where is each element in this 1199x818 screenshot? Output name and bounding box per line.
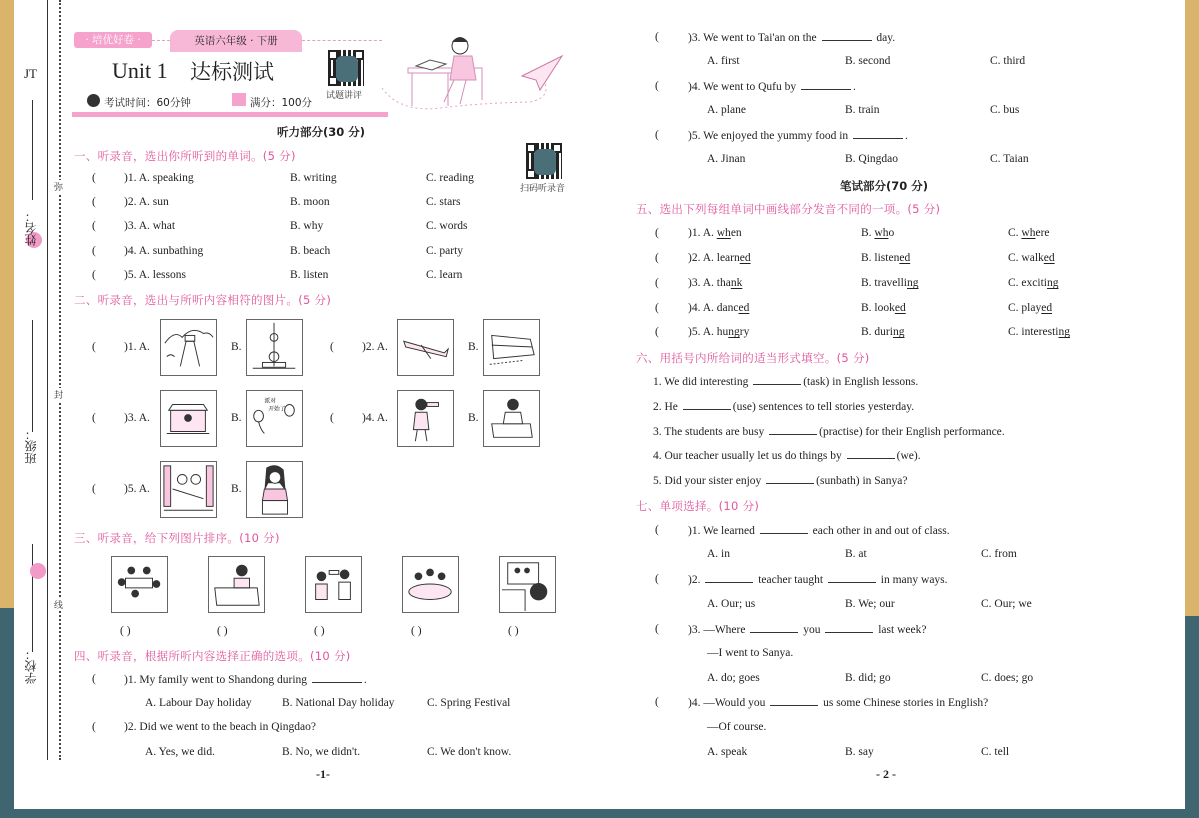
option-a-label: )3. A. [124, 412, 150, 424]
watching-tv-picture [499, 556, 556, 613]
party-picture [246, 390, 303, 447]
order-blank: ( ) [411, 625, 422, 637]
section-3-title: 三、听录音，给下列图片排序。(10 分) [74, 531, 280, 545]
background-teal-right [1184, 616, 1199, 818]
answer-bracket: ( [92, 245, 96, 257]
option-b: B. who [861, 227, 895, 239]
option-b: B. travelling [861, 277, 919, 289]
option-a: )3. A. what [124, 220, 176, 232]
answer-bracket: ( [655, 80, 659, 92]
option-b: B. listen [290, 269, 329, 281]
fill-blank-question: 2. He (use) sentences to tell stories yesterday. [653, 401, 915, 413]
question-text: )3. We went to Tai'an on the day. [688, 32, 896, 44]
option-b: B. second [845, 55, 891, 67]
unit-title: Unit 1 [112, 58, 168, 83]
answer-bracket: ( [330, 341, 334, 353]
option-a: )5. A. hungry [688, 326, 750, 338]
option-c: C. Taian [990, 153, 1029, 165]
girl-picture [397, 390, 454, 447]
option-b: B. did; go [845, 672, 891, 684]
answer-bracket: ( [655, 227, 659, 239]
order-blank: ( ) [120, 625, 131, 637]
answer-bracket: ( [655, 623, 659, 635]
answer-bracket: ( [92, 196, 96, 208]
svg-text:开始了: 开始了 [268, 406, 286, 413]
option-c: C. We don't know. [427, 746, 512, 758]
option-a-label: )2. A. [362, 341, 388, 353]
header-band [72, 112, 388, 117]
option-b: B. beach [290, 245, 331, 257]
school-label: 学校： [24, 648, 38, 684]
binding-solid-line [47, 0, 48, 760]
option-a: )1. A. speaking [124, 172, 194, 184]
section-7-title: 七、单项选择。(10 分) [636, 499, 760, 513]
question-text: )2. Did we went to the beach in Qingdao? [124, 721, 316, 733]
question-text: )1. We learned each other in and out of class. [688, 525, 950, 537]
answer-bracket: ( [92, 412, 96, 424]
answer-bracket: ( [655, 252, 659, 264]
question-text: )2. teacher taught in many ways. [688, 574, 948, 586]
option-b: B. Qingdao [845, 153, 899, 165]
option-b: B. No, we didn't. [282, 746, 361, 758]
option-b-label: B. [468, 341, 479, 353]
option-b: B. We; our [845, 598, 895, 610]
answer-bracket: ( [655, 524, 659, 536]
question-text: )4. —Would you us some Chinese stories in English? [688, 697, 989, 709]
order-blank: ( ) [217, 625, 228, 637]
option-c: C. third [990, 55, 1026, 67]
answer-bracket: ( [92, 721, 96, 733]
answer-bracket: ( [92, 172, 96, 184]
question-text: )3. —Where you last week? [688, 624, 927, 636]
option-a: )4. A. sunbathing [124, 245, 204, 257]
option-c: C. from [981, 548, 1017, 560]
option-a: A. in [707, 548, 730, 560]
option-c: C. stars [426, 196, 461, 208]
question-text: )1. My family went to Shandong during . [124, 674, 367, 686]
option-c: C. interesting [1008, 326, 1070, 338]
answer-bracket: ( [92, 269, 96, 281]
option-c: C. where [1008, 227, 1050, 239]
answer-bracket: ( [92, 220, 96, 232]
option-a: A. speak [707, 746, 748, 758]
option-b: B. at [845, 548, 867, 560]
girl-waving-picture [246, 461, 303, 518]
family-dinner-picture [402, 556, 459, 613]
fill-blank-question: 4. Our teacher usually let us do things by (we). [653, 450, 921, 462]
check-icon [232, 93, 246, 106]
option-a-label: )4. A. [362, 412, 388, 424]
option-a: )2. A. sun [124, 196, 169, 208]
qr-code-review[interactable] [328, 50, 364, 86]
cut-mark: 封 [54, 388, 63, 401]
background-teal-bottom [0, 808, 1199, 818]
option-b: B. National Day holiday [282, 697, 395, 709]
option-a: A. Yes, we did. [145, 746, 215, 758]
dialogue-reply: —Of course. [707, 721, 767, 733]
qr-code-audio[interactable] [526, 143, 562, 179]
answer-bracket: ( [92, 483, 96, 495]
answer-bracket: ( [655, 277, 659, 289]
test-title: 达标测试 [190, 60, 274, 84]
option-c: C. learn [426, 269, 463, 281]
section-4-title: 四、听录音，根据所听内容选择正确的选项。(10 分) [74, 649, 351, 663]
answer-blank [766, 474, 814, 484]
student-reading-illustration [380, 28, 580, 118]
option-b: B. during [861, 326, 905, 338]
option-c: C. bus [990, 104, 1020, 116]
name-label: 姓名： [24, 210, 38, 246]
option-c: C. walked [1008, 252, 1055, 264]
section-5-title: 五、选出下列每组单词中画线部分发音不同的一项。(5 分) [636, 202, 941, 216]
option-b-label: B. [231, 412, 242, 424]
qr-caption-review: 试题讲评 [326, 91, 363, 101]
option-a-label: )1. A. [124, 341, 150, 353]
section-6-title: 六、用括号内所给词的适当形式填空。(5 分) [636, 351, 870, 365]
section-1-title: 一、听录音，选出你所听到的单词。(5 分) [74, 149, 296, 163]
answer-blank [683, 400, 731, 410]
option-b-label: B. [468, 412, 479, 424]
option-c: C. Spring Festival [427, 697, 511, 709]
class-label: 班级： [24, 428, 38, 464]
dialogue-reply: —I went to Sanya. [707, 647, 794, 659]
option-a: )2. A. learned [688, 252, 751, 264]
page-number-right: - 2 - [876, 767, 896, 781]
fill-blank-question: 1. We did interesting (task) in English lessons. [653, 376, 919, 388]
full-score: 满分：100分 [250, 97, 313, 109]
option-a: A. Labour Day holiday [145, 697, 252, 709]
spring-festival-picture [160, 390, 217, 447]
answer-bracket: ( [92, 341, 96, 353]
svg-text:派对: 派对 [264, 398, 276, 405]
option-a: )4. A. danced [688, 302, 750, 314]
stage-performance-picture [160, 461, 217, 518]
answer-blank [847, 449, 895, 459]
cut-mark: 线 [54, 598, 63, 611]
great-wall-picture [160, 319, 217, 376]
school-line [32, 544, 33, 652]
answer-bracket: ( [655, 573, 659, 585]
option-b: B. writing [290, 172, 337, 184]
boy-at-desk-picture [483, 390, 540, 447]
qr-caption-audio: 扫码听录音 [520, 184, 566, 194]
answer-bracket: ( [92, 673, 96, 685]
group-discussion-picture [111, 556, 168, 613]
option-a: A. Our; us [707, 598, 756, 610]
answer-bracket: ( [655, 302, 659, 314]
page-number-left: -1- [316, 767, 330, 781]
option-c: C. Our; we [981, 598, 1032, 610]
answer-bracket: ( [655, 696, 659, 708]
order-blank: ( ) [314, 625, 325, 637]
option-a: )5. A. lessons [124, 269, 186, 281]
answer-bracket: ( [655, 326, 659, 338]
option-c: C. words [426, 220, 468, 232]
question-text: )5. We enjoyed the yummy food in . [688, 130, 908, 142]
series-tag: · 培优好卷 · [74, 32, 152, 48]
grade-tab: 英语六年级 · 下册 [170, 30, 302, 52]
background-teal-left [0, 608, 14, 818]
option-a: )1. A. when [688, 227, 742, 239]
header-dash [302, 40, 382, 41]
header-dash [152, 40, 170, 41]
answer-bracket: ( [655, 129, 659, 141]
option-a: )3. A. thank [688, 277, 743, 289]
option-c: C. exciting [1008, 277, 1059, 289]
exam-time: 考试时间：60分钟 [104, 97, 191, 109]
option-b: B. why [290, 220, 324, 232]
option-c: C. tell [981, 746, 1010, 758]
question-text: )4. We went to Qufu by . [688, 81, 856, 93]
pink-dot-marker [30, 563, 46, 579]
section-2-title: 二、听录音，选出与所听内容相符的图片。(5 分) [74, 293, 332, 307]
option-a: A. first [707, 55, 740, 67]
option-b-label: B. [231, 341, 242, 353]
option-b: B. listened [861, 252, 911, 264]
answer-bracket: ( [330, 412, 334, 424]
cut-dotted-line [59, 0, 61, 760]
writing-part-title: 笔试部分(70 分) [840, 179, 929, 193]
name-line [32, 100, 33, 200]
answer-blank [753, 375, 801, 385]
option-b: B. say [845, 746, 874, 758]
option-c: C. party [426, 245, 464, 257]
paper-code: JT [24, 66, 37, 81]
listening-part-title: 听力部分(30 分) [277, 125, 366, 139]
option-b: B. looked [861, 302, 906, 314]
option-a: A. plane [707, 104, 746, 116]
fill-blank-question: 3. The students are busy (practise) for their English performance. [653, 426, 1005, 438]
option-c: C. reading [426, 172, 474, 184]
cut-mark: 弥 [54, 180, 63, 193]
train-picture [483, 319, 540, 376]
answer-bracket: ( [655, 31, 659, 43]
class-line [32, 320, 33, 432]
option-b-label: B. [231, 483, 242, 495]
girl-writing-picture [208, 556, 265, 613]
plane-picture [397, 319, 454, 376]
option-a-label: )5. A. [124, 483, 150, 495]
option-b: B. moon [290, 196, 330, 208]
option-a: A. do; goes [707, 672, 760, 684]
option-b: B. train [845, 104, 880, 116]
option-c: C. played [1008, 302, 1053, 314]
talking-picture [305, 556, 362, 613]
tv-tower-picture [246, 319, 303, 376]
clock-icon [87, 94, 100, 107]
answer-blank [769, 425, 817, 435]
order-blank: ( ) [508, 625, 519, 637]
option-c: C. does; go [981, 672, 1034, 684]
option-a: A. Jinan [707, 153, 746, 165]
fill-blank-question: 5. Did your sister enjoy (sunbath) in Sanya? [653, 475, 908, 487]
